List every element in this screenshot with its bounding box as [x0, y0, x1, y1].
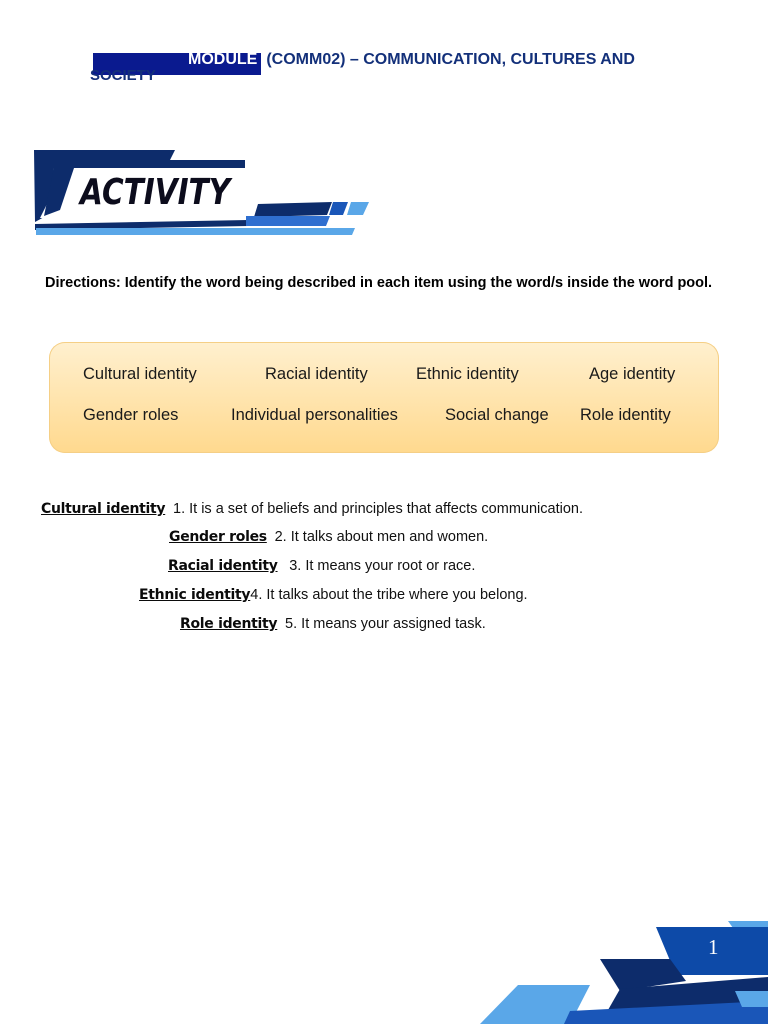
activity-item-2	[169, 528, 488, 545]
word-pool-item: Social change	[445, 406, 549, 424]
course-title: (COMM02) – COMMUNICATION, CULTURES AND	[266, 51, 635, 68]
module-header	[90, 50, 710, 82]
footer-decoration	[480, 915, 768, 1024]
question-text: 3. It means your root or race.	[289, 558, 476, 574]
banner-tail-dark	[254, 202, 332, 217]
word-pool-item: Cultural identity	[83, 365, 197, 383]
answer-text: Cultural identity	[41, 501, 166, 517]
word-pool-item: Role identity	[580, 406, 671, 424]
module-label: MODULE	[188, 51, 258, 68]
word-pool	[49, 342, 719, 453]
activity-item-4	[139, 586, 528, 603]
question-text: 4. It talks about the tribe where you belong.	[250, 587, 528, 603]
word-pool-item: Racial identity	[265, 365, 368, 383]
activity-title: ACTIVITY	[80, 172, 231, 213]
question-text: 5. It means your assigned task.	[285, 616, 486, 632]
activity-item-1	[41, 500, 583, 517]
activity-item-3	[168, 557, 475, 574]
course-title-continued: SOCIETY	[90, 67, 156, 84]
word-pool-item: Ethnic identity	[416, 365, 519, 383]
word-pool-item: Individual personalities	[231, 406, 398, 424]
question-text: 2. It talks about men and women.	[274, 529, 489, 545]
answer-text: Role identity	[180, 616, 278, 632]
banner-light-stripe	[36, 228, 355, 235]
page-number: 1	[708, 935, 719, 959]
banner-tail-light	[347, 202, 369, 215]
answer-text: Gender roles	[169, 529, 267, 545]
banner-tail-under	[246, 216, 330, 226]
activity-item-5	[180, 615, 486, 632]
word-pool-item: Gender roles	[83, 406, 179, 424]
answer-text: Racial identity	[168, 558, 278, 574]
directions-text: Directions: Identify the word being described in each item using the word/s inside the word pool.	[45, 275, 713, 291]
banner-tail-mid	[329, 202, 348, 215]
question-text: 1. It is a set of beliefs and principles that affects communication.	[173, 501, 583, 517]
answer-text: Ethnic identity	[139, 587, 251, 603]
word-pool-item: Age identity	[589, 365, 676, 383]
